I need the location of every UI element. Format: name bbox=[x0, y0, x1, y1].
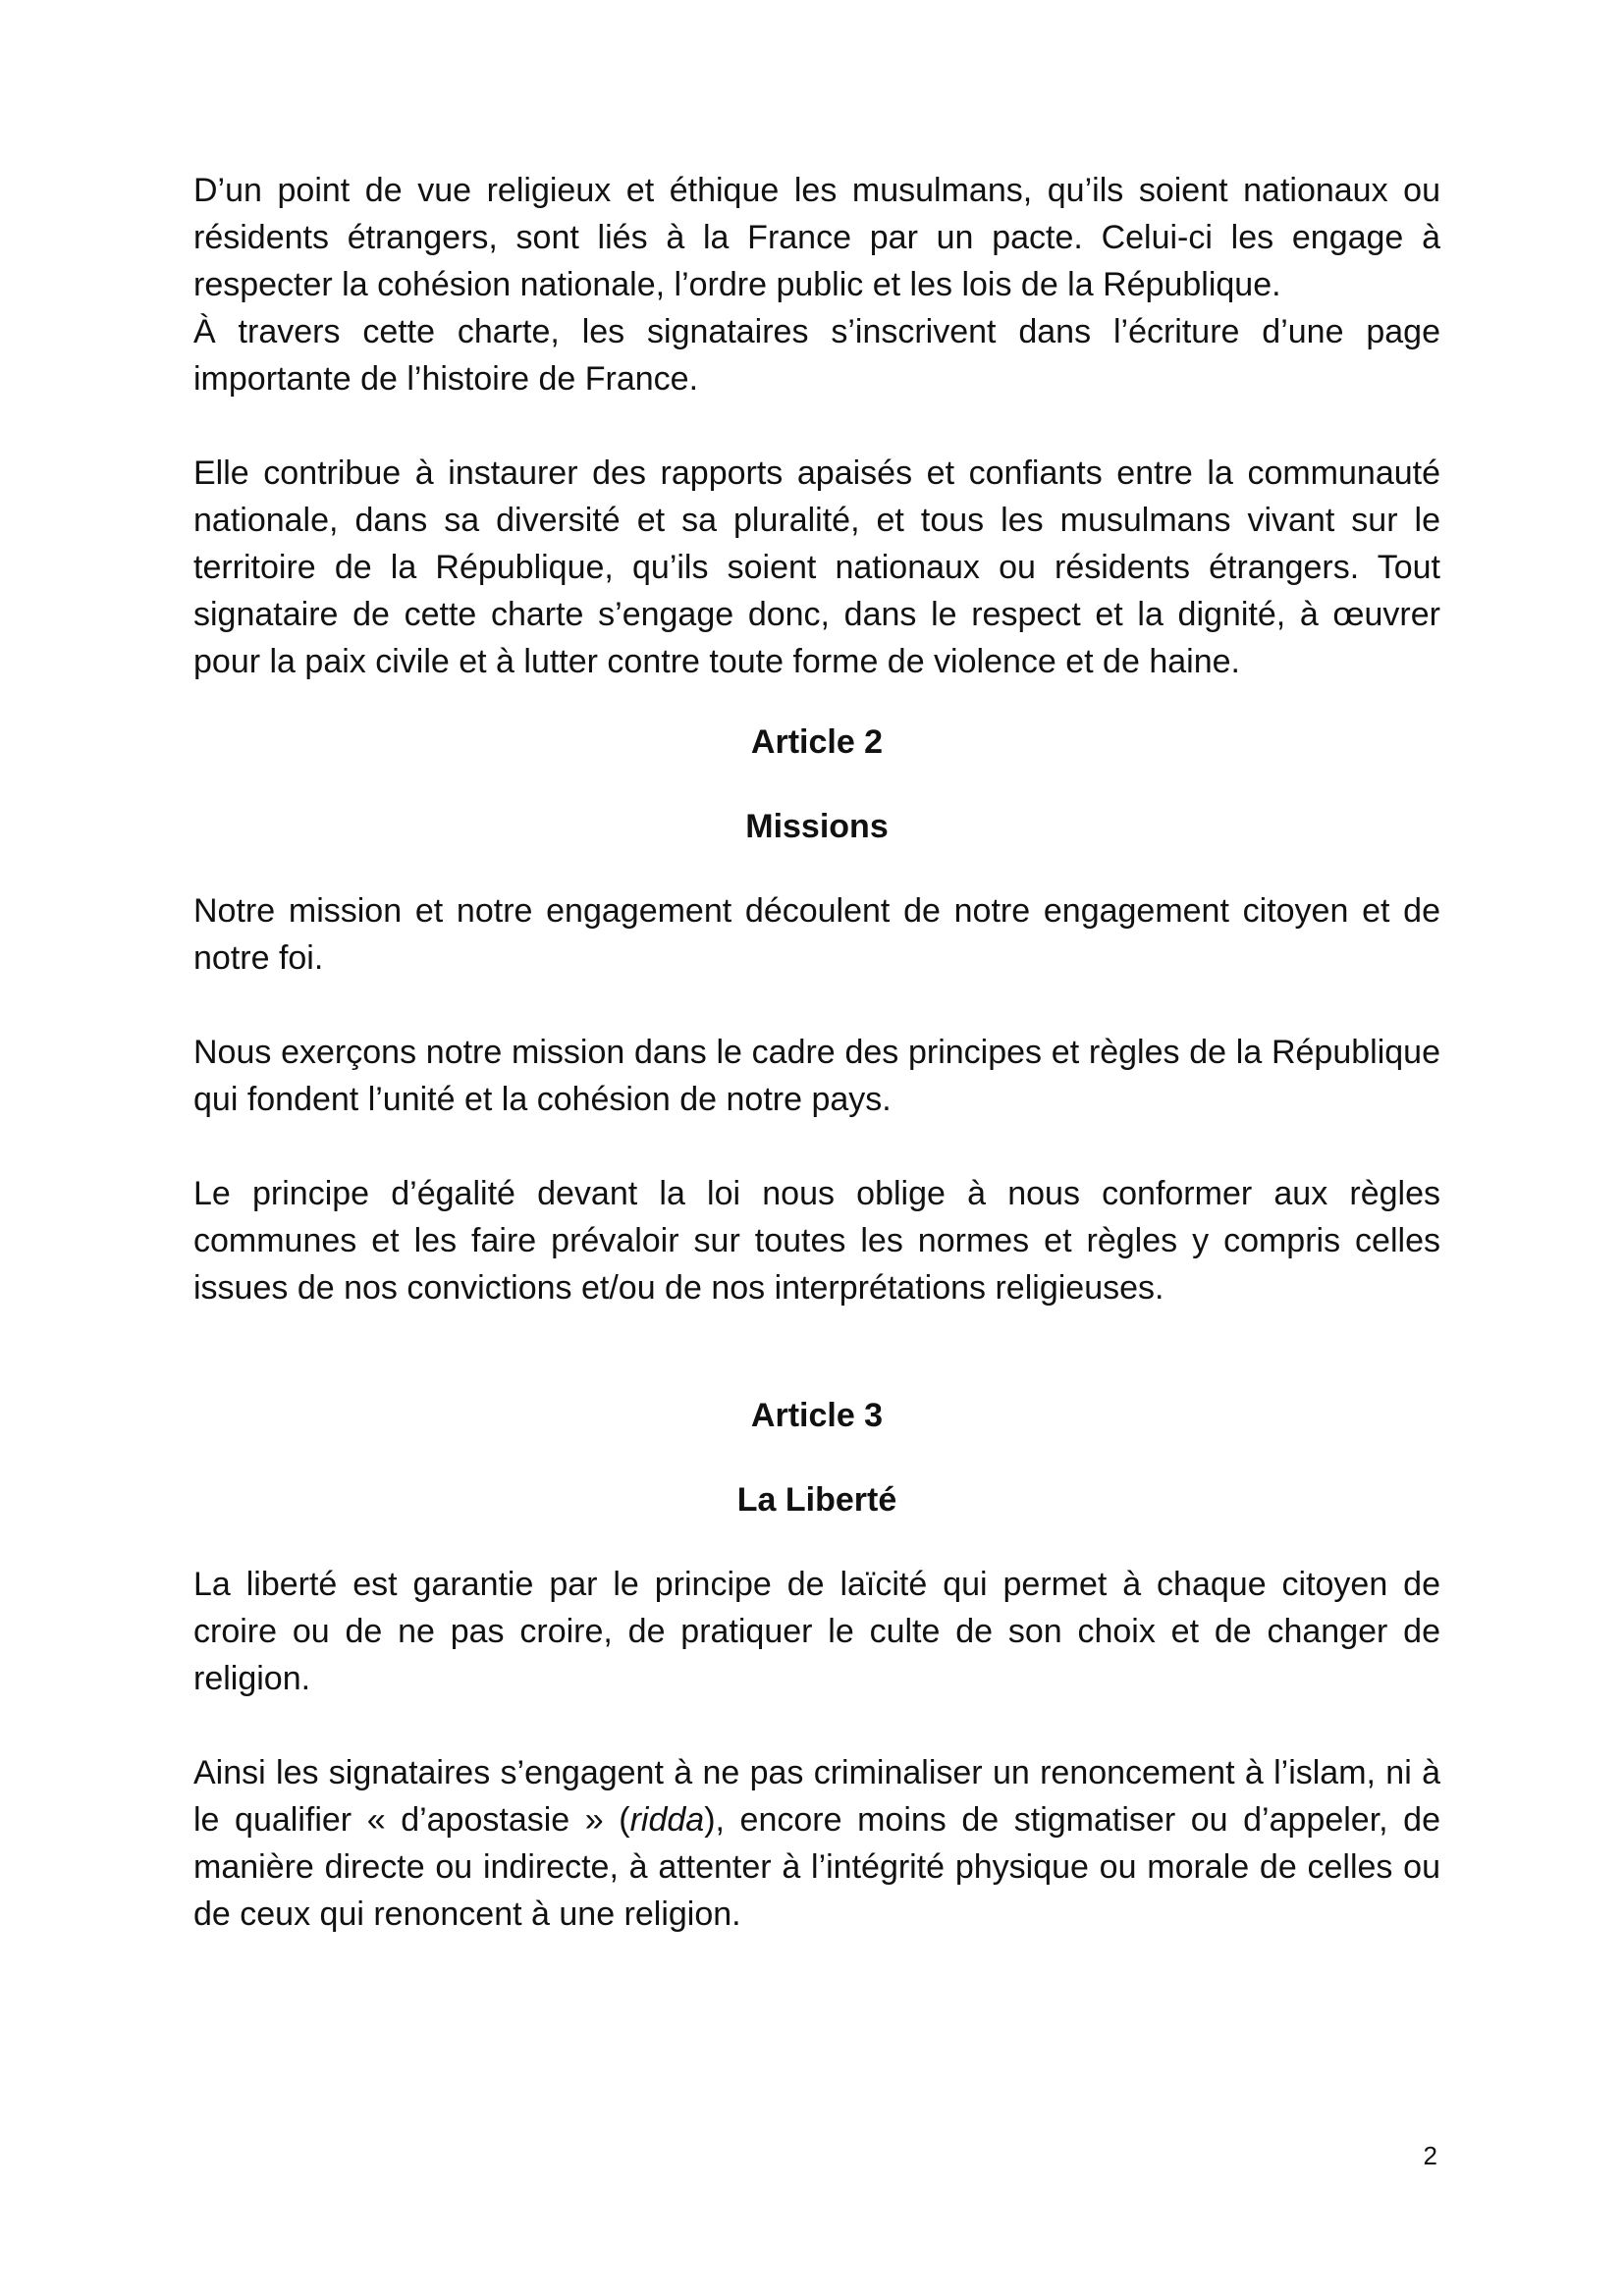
intro-sentence-2: À travers cette charte, les signataires s’inscrivent dans l’écriture d’une page importante de l’histoire de France. bbox=[193, 313, 1440, 398]
intro-sentence-1: D’un point de vue religieux et éthique les musulmans, qu’ils soient nationaux ou résidents étrangers, sont liés à la France par un pacte. Celui-ci les engage à respecter la cohésion nationale, l’ordre public et les lois de la République. bbox=[193, 172, 1440, 303]
page-number: 2 bbox=[1423, 2141, 1437, 2170]
article-2-title: Missions bbox=[745, 808, 889, 845]
article-2-number: Article 2 bbox=[750, 723, 884, 761]
article-3-paragraph-2-end: ), encore moins de stigmatiser ou d’appeler, de manière directe ou indirecte, à attenter à l’intégrité physique ou morale de celles ou de ceux qui renoncent à une religion. bbox=[193, 1801, 1440, 1933]
article-2-paragraph-1: Notre mission et notre engagement découlent de notre engagement citoyen et de notre foi. bbox=[193, 892, 1440, 977]
article-3-number: Article 3 bbox=[750, 1397, 884, 1434]
ridda-term: ridda bbox=[629, 1801, 705, 1839]
document-body bbox=[193, 167, 1440, 1938]
article-2-paragraph-3: Le principe d’égalité devant la loi nous oblige à nous conformer aux règles communes et les faire prévaloir sur toutes les normes et règles y compris celles issues de nos convictions et/ou de nos interprétations religieuses. bbox=[193, 1175, 1440, 1307]
article-3-paragraph-2-start: Ainsi les signataires s’engagent à ne pas criminaliser un renoncement à l’islam, ni à le qualifier « d’apostasie » ( bbox=[193, 1754, 1440, 1839]
article-2-paragraph-2: Nous exerçons notre mission dans le cadre des principes et règles de la République qui fondent l’unité et la cohésion de notre pays. bbox=[193, 1034, 1440, 1118]
intro-paragraph-1 bbox=[193, 167, 1440, 402]
article-3-title: La Liberté bbox=[736, 1481, 897, 1519]
article-3-paragraph-2 bbox=[193, 1749, 1440, 1938]
article-3-paragraph-1: La liberté est garantie par le principe de laïcité qui permet à chaque citoyen de croire ou de ne pas croire, de pratiquer le culte de son choix et de changer de religion. bbox=[193, 1566, 1440, 1697]
intro-paragraph-2: Elle contribue à instaurer des rapports apaisés et confiants entre la communauté nationale, dans sa diversité et sa pluralité, et tous les musulmans vivant sur le territoire de la République, qu’ils soient nationaux ou résidents étrangers. Tout signataire de cette charte s’engage donc, dans le respect et la dignité, à œuvrer pour la paix civile et à lutter contre toute forme de violence et de haine. bbox=[193, 454, 1440, 680]
